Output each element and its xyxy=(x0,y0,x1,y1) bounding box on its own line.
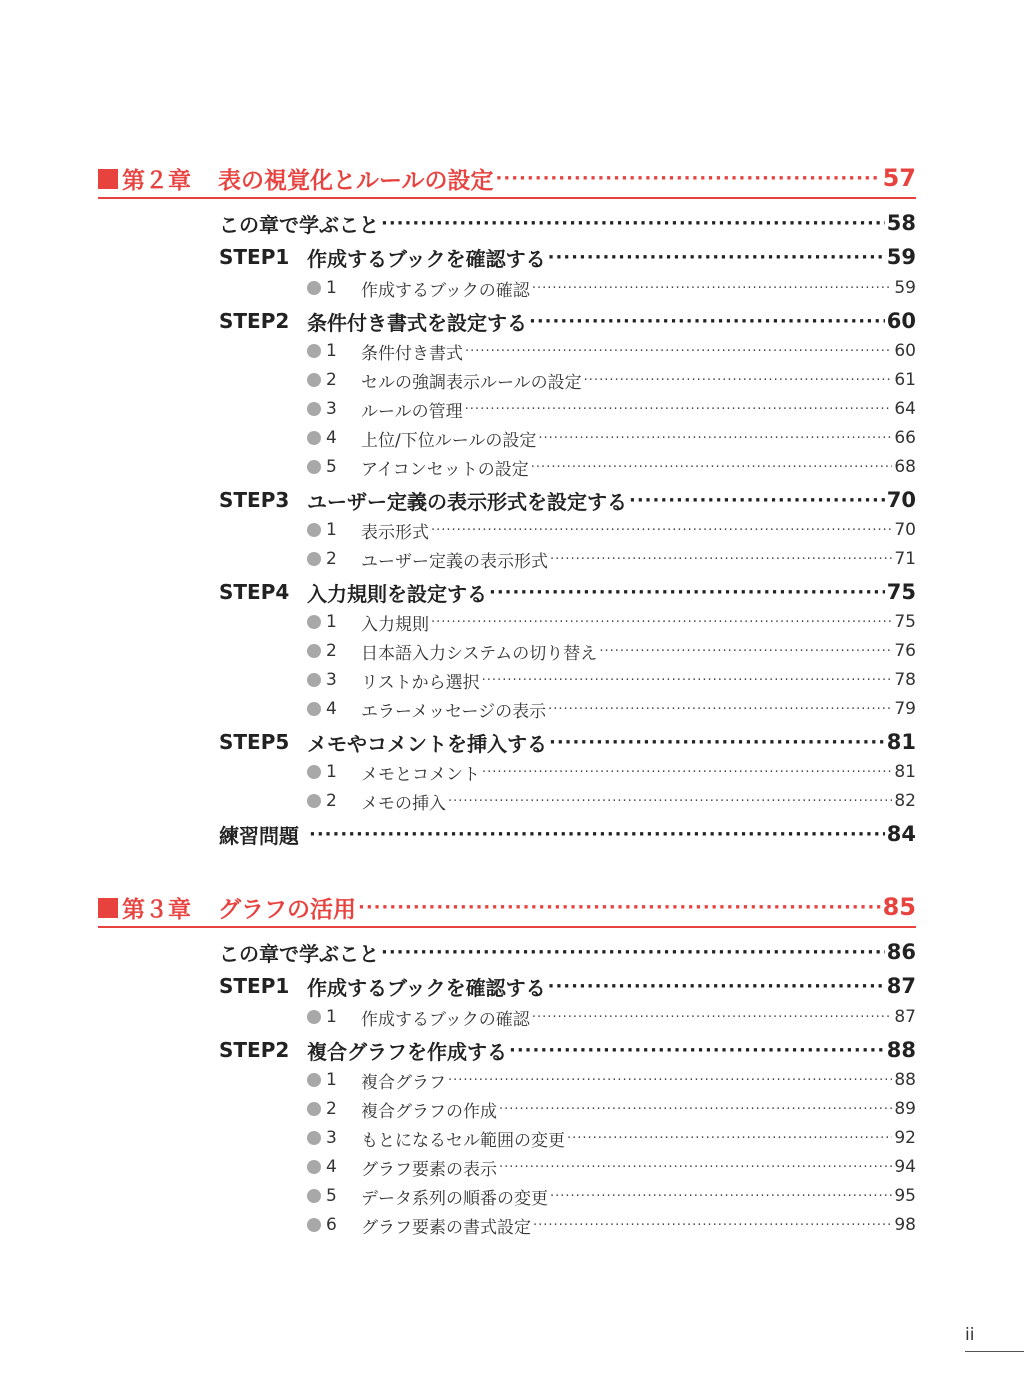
toc-entry[interactable] xyxy=(219,972,916,1000)
bullet-icon xyxy=(307,1073,321,1087)
subentry-page: 94 xyxy=(894,1157,916,1177)
entry-title: 入力規則を設定する xyxy=(307,581,487,606)
subentry-number: 3 xyxy=(326,1128,337,1148)
entry-page: 70 xyxy=(886,488,916,512)
subentry-number: 3 xyxy=(326,670,337,690)
step-label: STEP1 xyxy=(219,245,290,269)
step-label: STEP3 xyxy=(219,488,290,512)
toc-subentry[interactable] xyxy=(307,760,916,784)
subentry-title: もとになるセル範囲の変更 xyxy=(361,1130,565,1151)
bullet-icon xyxy=(307,644,321,658)
toc-entry[interactable] xyxy=(219,307,916,335)
entry-page: 59 xyxy=(886,245,916,269)
subentry-page: 82 xyxy=(894,791,916,811)
leader-dots xyxy=(482,765,892,780)
entry-page: 84 xyxy=(886,822,916,846)
leader-dots xyxy=(567,1131,892,1146)
toc-entry[interactable] xyxy=(219,1036,916,1064)
subentry-title: エラーメッセージの表示 xyxy=(361,701,547,722)
toc-entry[interactable] xyxy=(219,486,916,514)
step-label: STEP1 xyxy=(219,974,290,998)
subentry-number: 4 xyxy=(326,1157,337,1177)
leader-dots xyxy=(550,1189,892,1204)
toc-subentry[interactable] xyxy=(307,397,916,421)
entry-page: 60 xyxy=(886,309,916,333)
bullet-icon xyxy=(307,1189,321,1203)
step-label: STEP2 xyxy=(219,309,290,333)
toc-subentry[interactable] xyxy=(307,639,916,663)
subentry-page: 71 xyxy=(894,549,916,569)
leader-dots xyxy=(448,1073,892,1088)
leader-dots xyxy=(629,490,885,511)
leader-dots xyxy=(548,976,885,997)
toc-subentry[interactable] xyxy=(307,518,916,542)
subentry-page: 75 xyxy=(894,612,916,632)
chapter-title: 表の視覚化とルールの設定 xyxy=(218,167,494,194)
chapter-heading[interactable] xyxy=(98,163,916,199)
subentry-number: 4 xyxy=(326,699,337,719)
toc-subentry[interactable] xyxy=(307,1155,916,1179)
step-label: STEP4 xyxy=(219,580,290,604)
entry-page: 87 xyxy=(886,974,916,998)
subentry-page: 60 xyxy=(894,341,916,361)
subentry-title: データ系列の順番の変更 xyxy=(361,1188,548,1209)
bullet-icon xyxy=(307,1218,321,1232)
chapter-square-icon xyxy=(98,898,118,918)
subentry-title: リストから選択 xyxy=(361,672,480,693)
leader-dots xyxy=(599,644,892,659)
bullet-icon xyxy=(307,1131,321,1145)
bullet-icon xyxy=(307,1160,321,1174)
toc-subentry[interactable] xyxy=(307,1097,916,1121)
toc-entry[interactable] xyxy=(219,209,916,237)
entry-title: 複合グラフを作成する xyxy=(307,1039,507,1064)
subentry-page: 95 xyxy=(894,1186,916,1206)
subentry-number: 2 xyxy=(326,641,337,661)
toc-entry[interactable] xyxy=(219,938,916,966)
leader-dots xyxy=(489,582,885,603)
subentry-title: セルの強調表示ルールの設定 xyxy=(361,372,582,393)
subentry-page: 89 xyxy=(894,1099,916,1119)
subentry-number: 2 xyxy=(326,370,337,390)
subentry-number: 6 xyxy=(326,1215,337,1235)
leader-dots xyxy=(431,523,892,538)
entry-page: 58 xyxy=(886,211,916,235)
toc-subentry[interactable] xyxy=(307,1184,916,1208)
entry-page: 81 xyxy=(886,730,916,754)
bullet-icon xyxy=(307,673,321,687)
subentry-page: 61 xyxy=(894,370,916,390)
subentry-title: 複合グラフ xyxy=(361,1072,446,1093)
subentry-number: 1 xyxy=(326,341,337,361)
entry-page: 86 xyxy=(886,940,916,964)
subentry-page: 79 xyxy=(894,699,916,719)
subentry-page: 78 xyxy=(894,670,916,690)
leader-dots xyxy=(532,1010,893,1025)
leader-dots xyxy=(381,213,885,234)
chapter-page: 85 xyxy=(882,893,916,921)
leader-dots xyxy=(550,552,892,567)
leader-dots xyxy=(549,732,885,753)
entry-title: ユーザー定義の表示形式を設定する xyxy=(307,489,627,514)
subentry-title: メモの挿入 xyxy=(361,793,446,814)
leader-dots xyxy=(499,1102,892,1117)
toc-subentry[interactable] xyxy=(307,697,916,721)
toc-entry[interactable] xyxy=(219,820,916,848)
leader-dots xyxy=(465,402,893,417)
bullet-icon xyxy=(307,615,321,629)
bullet-icon xyxy=(307,702,321,716)
subentry-page: 87 xyxy=(894,1007,916,1027)
folio-number: ii xyxy=(965,1325,975,1345)
subentry-number: 2 xyxy=(326,791,337,811)
subentry-number: 5 xyxy=(326,457,337,477)
subentry-title: ユーザー定義の表示形式 xyxy=(361,551,548,572)
subentry-title: アイコンセットの設定 xyxy=(361,459,529,480)
entry-title: 作成するブックを確認する xyxy=(307,975,546,1000)
subentry-number: 1 xyxy=(326,762,337,782)
bullet-icon xyxy=(307,344,321,358)
subentry-title: 上位/下位ルールの設定 xyxy=(361,430,537,451)
toc-entry[interactable] xyxy=(219,728,916,756)
subentry-page: 59 xyxy=(894,278,916,298)
chapter-number: 第３章 xyxy=(122,896,191,923)
subentry-number: 1 xyxy=(326,1070,337,1090)
toc-entry[interactable] xyxy=(219,578,916,606)
leader-dots xyxy=(465,344,892,359)
subentry-number: 1 xyxy=(326,278,337,298)
bullet-icon xyxy=(307,431,321,445)
subentry-title: 日本語入力システムの切り替え xyxy=(361,643,598,664)
leader-dots xyxy=(548,247,885,268)
entry-title: この章で学ぶこと xyxy=(219,941,379,966)
subentry-number: 3 xyxy=(326,399,337,419)
subentry-page: 66 xyxy=(894,428,916,448)
toc-subentry[interactable] xyxy=(307,368,916,392)
subentry-page: 70 xyxy=(894,520,916,540)
leader-dots xyxy=(538,431,892,446)
chapter-number: 第２章 xyxy=(122,167,191,194)
bullet-icon xyxy=(307,765,321,779)
subentry-title: 複合グラフの作成 xyxy=(361,1101,497,1122)
entry-title: メモやコメントを挿入する xyxy=(307,731,547,756)
leader-dots xyxy=(381,942,885,963)
leader-dots xyxy=(496,168,881,189)
leader-dots xyxy=(482,673,893,688)
chapter-heading[interactable] xyxy=(98,892,916,928)
subentry-title: 作成するブックの確認 xyxy=(361,280,530,301)
toc-subentry[interactable] xyxy=(307,426,916,450)
subentry-page: 92 xyxy=(894,1128,916,1148)
toc-subentry[interactable] xyxy=(307,1068,916,1092)
toc-subentry[interactable] xyxy=(307,1005,916,1029)
leader-dots xyxy=(548,702,892,717)
subentry-number: 1 xyxy=(326,1007,337,1027)
leader-dots xyxy=(509,1040,885,1061)
entry-title: 練習問題 xyxy=(219,823,299,848)
step-label: STEP5 xyxy=(219,730,290,754)
step-label: STEP2 xyxy=(219,1038,290,1062)
chapter-page: 57 xyxy=(882,164,916,192)
toc-entry[interactable] xyxy=(219,243,916,271)
subentry-number: 5 xyxy=(326,1186,337,1206)
toc-subentry[interactable] xyxy=(307,455,916,479)
subentry-title: 入力規則 xyxy=(361,614,429,635)
entry-title: 条件付き書式を設定する xyxy=(307,310,527,335)
chapter-square-icon xyxy=(98,169,118,189)
leader-dots xyxy=(532,281,893,296)
toc-subentry[interactable] xyxy=(307,547,916,571)
subentry-number: 4 xyxy=(326,428,337,448)
subentry-page: 68 xyxy=(894,457,916,477)
toc-subentry[interactable] xyxy=(307,789,916,813)
bullet-icon xyxy=(307,460,321,474)
chapter-title: グラフの活用 xyxy=(218,896,356,923)
subentry-title: 作成するブックの確認 xyxy=(361,1009,530,1030)
subentry-title: 表示形式 xyxy=(361,522,429,543)
bullet-icon xyxy=(307,373,321,387)
leader-dots xyxy=(309,824,885,845)
bullet-icon xyxy=(307,552,321,566)
subentry-number: 2 xyxy=(326,1099,337,1119)
leader-dots xyxy=(531,460,893,475)
toc-subentry[interactable] xyxy=(307,1213,916,1237)
toc-subentry[interactable] xyxy=(307,668,916,692)
subentry-page: 76 xyxy=(894,641,916,661)
subentry-title: グラフ要素の書式設定 xyxy=(361,1217,531,1238)
page-folio xyxy=(965,1325,1024,1352)
leader-dots xyxy=(358,897,881,918)
toc-subentry[interactable] xyxy=(307,339,916,363)
subentry-page: 98 xyxy=(894,1215,916,1235)
bullet-icon xyxy=(307,1102,321,1116)
leader-dots xyxy=(584,373,893,388)
entry-page: 75 xyxy=(886,580,916,604)
leader-dots xyxy=(431,615,892,630)
entry-page: 88 xyxy=(886,1038,916,1062)
bullet-icon xyxy=(307,794,321,808)
bullet-icon xyxy=(307,402,321,416)
leader-dots xyxy=(529,311,885,332)
subentry-title: メモとコメント xyxy=(361,764,480,785)
toc-subentry[interactable] xyxy=(307,276,916,300)
subentry-number: 2 xyxy=(326,549,337,569)
subentry-title: ルールの管理 xyxy=(361,401,463,422)
toc-subentry[interactable] xyxy=(307,1126,916,1150)
subentry-number: 1 xyxy=(326,520,337,540)
leader-dots xyxy=(499,1160,892,1175)
subentry-title: 条件付き書式 xyxy=(361,343,463,364)
toc-subentry[interactable] xyxy=(307,610,916,634)
bullet-icon xyxy=(307,523,321,537)
bullet-icon xyxy=(307,281,321,295)
leader-dots xyxy=(533,1218,892,1233)
leader-dots xyxy=(448,794,892,809)
subentry-page: 81 xyxy=(894,762,916,782)
subentry-title: グラフ要素の表示 xyxy=(361,1159,497,1180)
entry-title: この章で学ぶこと xyxy=(219,212,379,237)
subentry-number: 1 xyxy=(326,612,337,632)
subentry-page: 64 xyxy=(894,399,916,419)
entry-title: 作成するブックを確認する xyxy=(307,246,546,271)
subentry-page: 88 xyxy=(894,1070,916,1090)
bullet-icon xyxy=(307,1010,321,1024)
